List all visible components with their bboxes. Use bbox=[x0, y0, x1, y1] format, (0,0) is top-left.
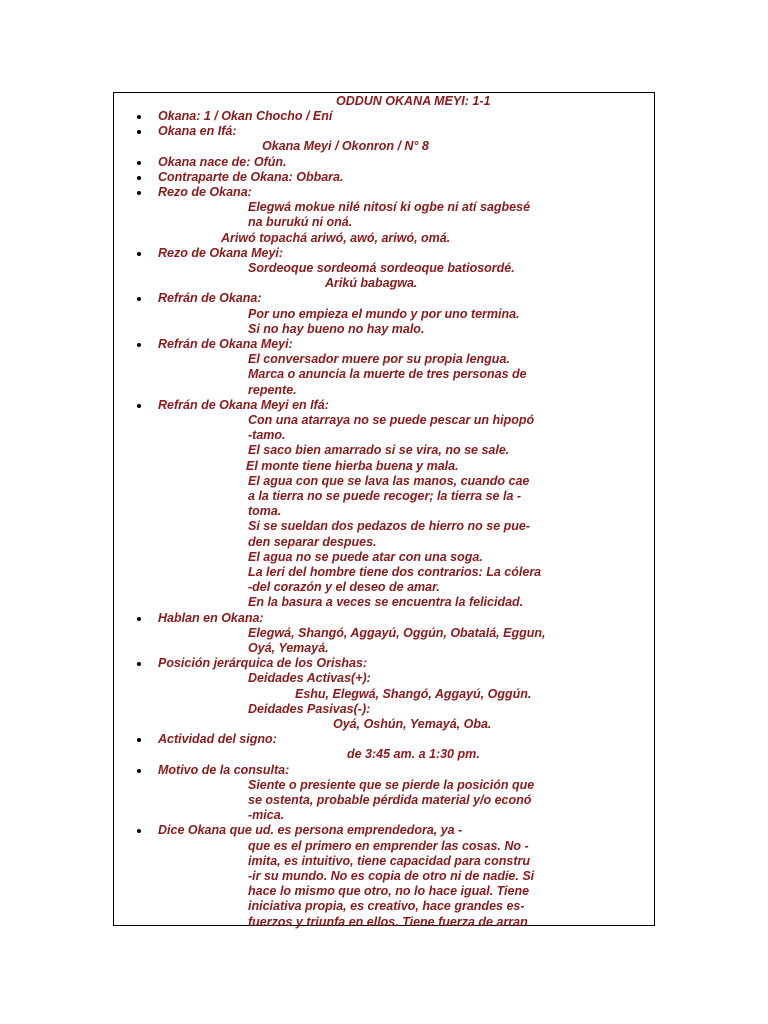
list-item-heading: Refrán de Okana: bbox=[158, 291, 262, 306]
list-item-text: Eshu, Elegwá, Shangó, Aggayú, Oggún. bbox=[295, 686, 532, 701]
list-item-heading: Actividad del signo: bbox=[158, 732, 277, 747]
list-item-text: hace lo mismo que otro, no lo hace igual. Tiene bbox=[248, 884, 530, 899]
list-item-text: Arikú babagwa. bbox=[325, 276, 418, 291]
list-item-text: El monte tiene hierba buena y mala. bbox=[246, 458, 459, 473]
list-item-heading: Hablan en Okana: bbox=[158, 610, 264, 625]
list-item-text: Ariwó topachá ariwó, awó, ariwó, omá. bbox=[221, 230, 451, 245]
list-item-text: Por uno empieza el mundo y por uno termina. bbox=[248, 306, 520, 321]
list-item-heading: Okana en Ifá: bbox=[158, 124, 237, 139]
bullet-icon bbox=[137, 161, 141, 165]
bullet-icon bbox=[137, 404, 141, 408]
list-item-text: El conversador muere por su propia lengua. bbox=[248, 352, 510, 367]
list-item-text: Siente o presiente que se pierde la posición que bbox=[248, 777, 535, 792]
list-item-text: imita, es intuitivo, tiene capacidad para constru bbox=[248, 853, 531, 868]
list-item-text: Sordeoque sordeomá sordeoque batiosordé. bbox=[248, 261, 515, 275]
list-item-text: Si se sueldan dos pedazos de hierro no se pue- bbox=[248, 519, 531, 534]
list-item-heading: Refrán de Okana Meyi en Ifá: bbox=[158, 397, 329, 412]
bullet-icon bbox=[137, 252, 141, 256]
bullet-icon bbox=[137, 343, 141, 347]
bullet-icon bbox=[137, 191, 141, 195]
list-item-text: se ostenta, probable pérdida material y/o econó bbox=[248, 793, 532, 807]
bullet-icon bbox=[137, 769, 141, 773]
list-item-text: toma. bbox=[248, 504, 282, 519]
bullet-icon bbox=[137, 617, 141, 621]
list-item-text: Deidades Pasivas(-): bbox=[248, 701, 371, 716]
list-item-text: Deidades Activas(+): bbox=[248, 671, 371, 686]
list-item-heading: Okana nace de: Ofún. bbox=[158, 154, 287, 169]
list-item-text: Marca o anuncia la muerte de tres personas de bbox=[248, 367, 527, 382]
list-item-text: Elegwá, Shangó, Aggayú, Oggún, Obatalá, Eggun, bbox=[248, 625, 546, 640]
list-item-heading: Contraparte de Okana: Obbara. bbox=[158, 169, 344, 184]
list-item-text: -ir su mundo. No es copia de otro ni de nadie. Si bbox=[248, 869, 535, 883]
list-item-text: Okana Meyi / Okonron / N° 8 bbox=[262, 139, 429, 154]
list-item-text: Oyá, Oshún, Yemayá, Oba. bbox=[333, 717, 492, 731]
list-item-text: El agua con que se lava las manos, cuando cae bbox=[248, 473, 530, 488]
list-item-heading: Rezo de Okana: bbox=[158, 185, 252, 199]
list-item-text: -tamo. bbox=[248, 428, 286, 443]
list-item-text: fuerzos y triunfa en ellos. Tiene fuerza de arran bbox=[248, 914, 528, 929]
list-item-heading: Rezo de Okana Meyi: bbox=[158, 245, 284, 260]
list-item-text: que es el primero en emprender las cosas. No - bbox=[248, 838, 529, 853]
list-item-text: de 3:45 am. a 1:30 pm. bbox=[347, 747, 480, 762]
document-title: ODDUN OKANA MEYI: 1-1 bbox=[336, 94, 491, 108]
list-item-text: El agua no se puede atar con una soga. bbox=[248, 549, 483, 564]
list-item-text: El saco bien amarrado si se vira, no se sale. bbox=[248, 443, 510, 458]
list-item-text: En la basura a veces se encuentra la felicidad. bbox=[248, 595, 524, 610]
list-item-text: na burukú ni oná. bbox=[248, 215, 353, 230]
list-item-heading: Okana: 1 / Okan Chocho / Ení bbox=[158, 109, 333, 123]
list-item-text: Si no hay bueno no hay malo. bbox=[248, 321, 425, 336]
list-item-text: den separar despues. bbox=[248, 534, 377, 549]
list-item-text: -del corazón y el deseo de amar. bbox=[248, 580, 440, 595]
list-item-heading: Motivo de la consulta: bbox=[158, 762, 290, 777]
list-item-text: Elegwá mokue nilé nitosí ki ogbe ni atí sagbesé bbox=[248, 200, 531, 215]
bullet-icon bbox=[137, 115, 141, 119]
list-item-heading: Refrán de Okana Meyi: bbox=[158, 337, 293, 351]
list-item-text: La leri del hombre tiene dos contrarios: La cólera bbox=[248, 565, 542, 579]
list-item-text: Oyá, Yemayá. bbox=[248, 641, 329, 655]
list-item-text: a la tierra no se puede recoger; la tierra se la - bbox=[248, 489, 522, 503]
list-item-text: repente. bbox=[248, 382, 297, 397]
list-item-text: Con una atarraya no se puede pescar un hipopó bbox=[248, 413, 535, 427]
list-item-heading: Dice Okana que ud. es persona emprendedora, ya - bbox=[158, 823, 463, 838]
list-item-text: iniciativa propia, es creativo, hace grandes es- bbox=[248, 899, 525, 914]
list-item-text: -mica. bbox=[248, 808, 285, 823]
bullet-icon bbox=[137, 176, 141, 180]
list-item-heading: Posición jerárquica de los Orishas: bbox=[158, 656, 368, 671]
